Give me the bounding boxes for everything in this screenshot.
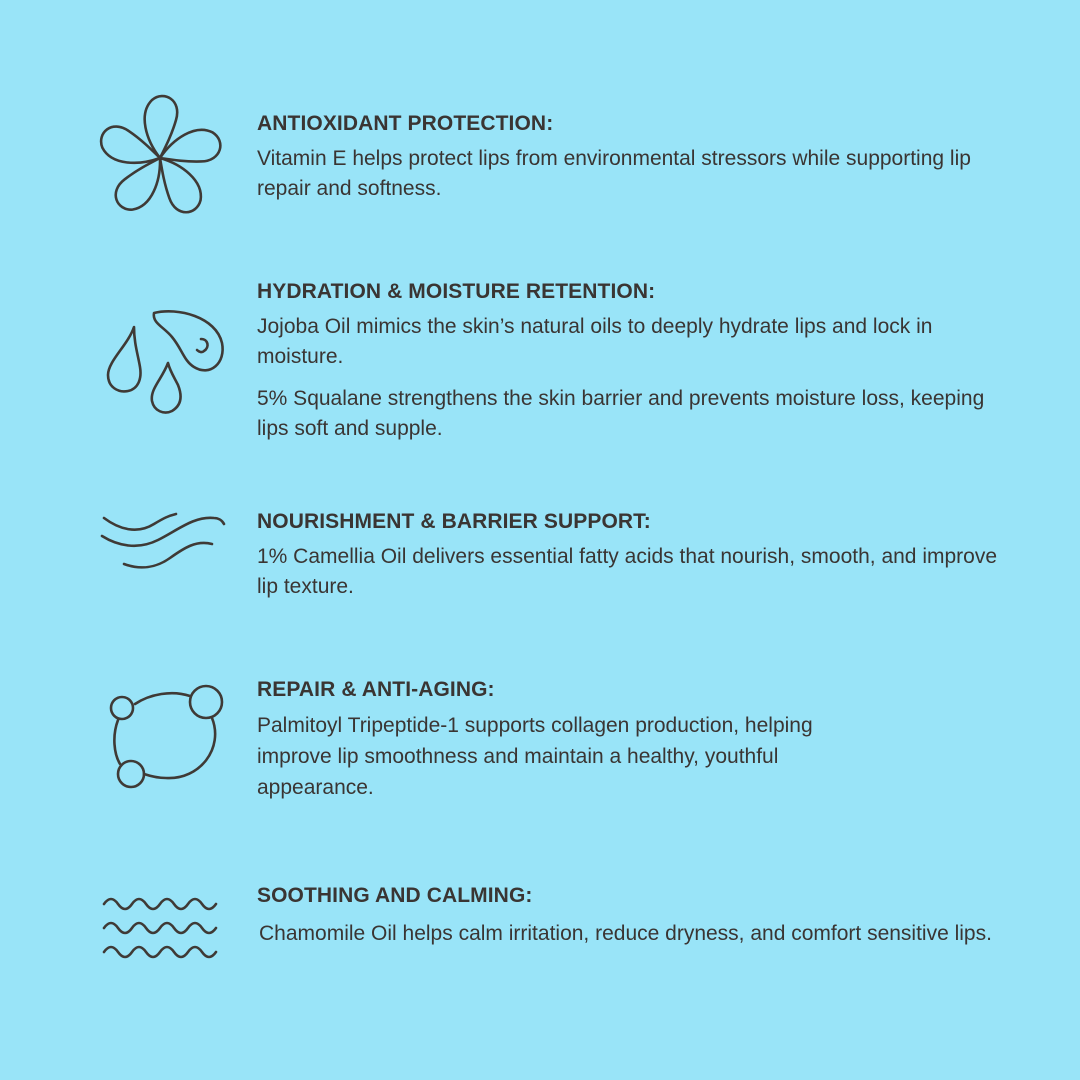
wavy-lines-icon — [96, 892, 226, 972]
oil-drops-icon — [98, 305, 238, 425]
benefit-description: Chamomile Oil helps calm irritation, reduce dryness, and comfort sensitive lips. — [259, 922, 992, 945]
benefit-description: 1% Camellia Oil delivers essential fatty acids that nourish, smooth, and improve lip texture. — [257, 545, 998, 598]
benefit-title: ANTIOXIDANT PROTECTION: — [257, 112, 554, 135]
benefit-description: Vitamin E helps protect lips from environmental stressors while supporting lip repair and softness. — [257, 147, 971, 200]
benefit-description: Palmitoyl Tripeptide-1 supports collagen production, helping improve lip smoothness and maintain a healthy, youthful appearance. — [257, 714, 813, 799]
waves-icon — [98, 510, 228, 580]
benefit-description: Jojoba Oil mimics the skin’s natural oils to deeply hydrate lips and lock in moisture. — [257, 315, 933, 368]
benefit-title: SOOTHING AND CALMING: — [257, 884, 533, 907]
molecule-icon — [100, 682, 230, 792]
benefit-description: 5% Squalane strengthens the skin barrier and prevents moisture loss, keeping lips soft and supple. — [257, 387, 985, 440]
flower-icon — [98, 92, 228, 222]
benefit-title: HYDRATION & MOISTURE RETENTION: — [257, 280, 656, 303]
benefit-title: NOURISHMENT & BARRIER SUPPORT: — [257, 510, 651, 533]
benefit-title: REPAIR & ANTI-AGING: — [257, 678, 495, 701]
